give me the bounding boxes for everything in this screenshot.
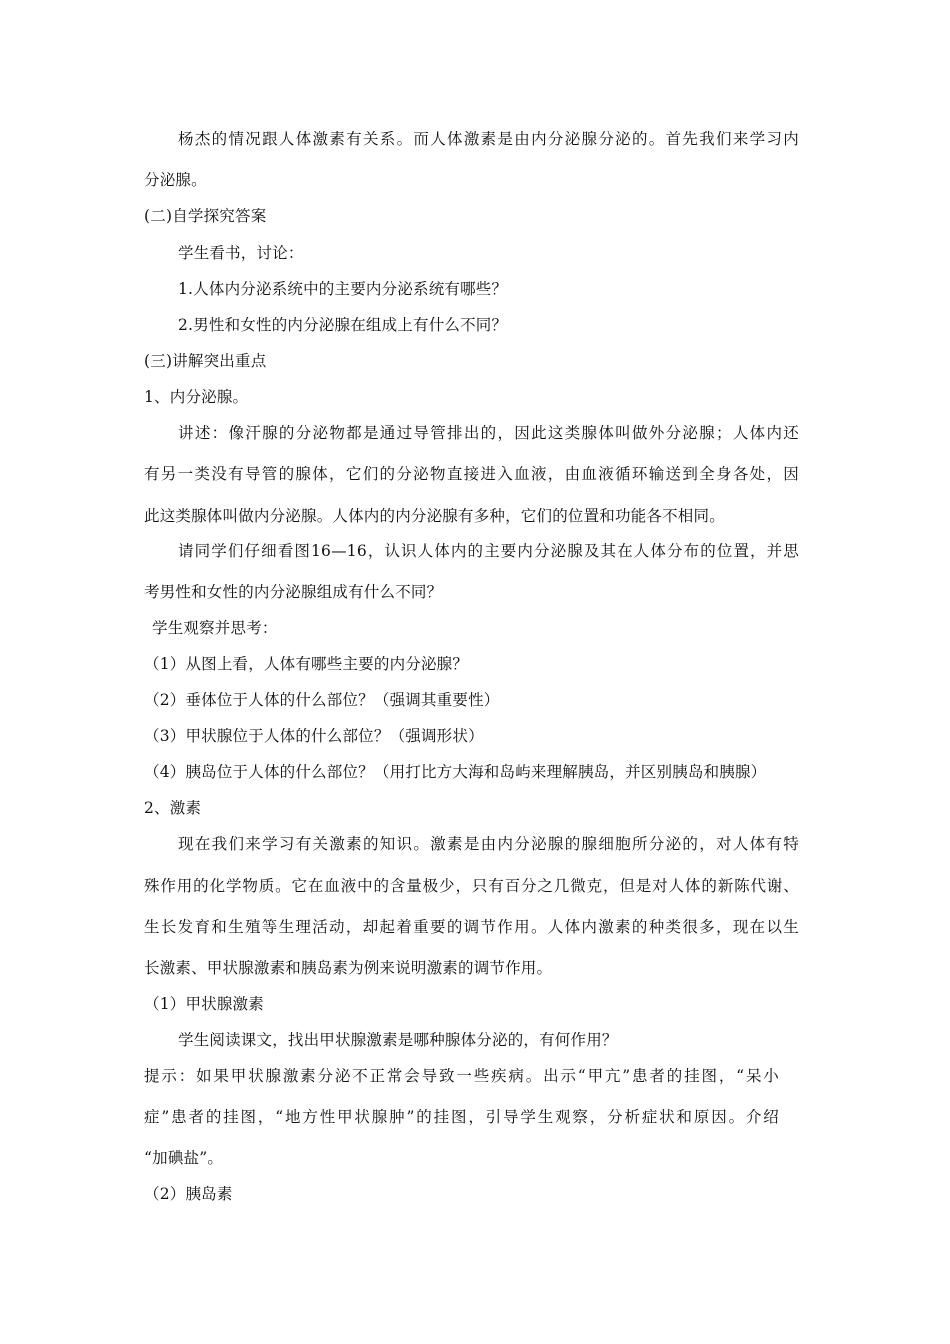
- list-item: （4）胰岛位于人体的什么部位？（用打比方大海和岛屿来理解胰岛，并区别胰岛和胰腺）: [144, 763, 767, 781]
- paragraph-line: 学生观察并思考：: [152, 619, 278, 637]
- paragraph-line: 现在我们来学习有关激素的知识。激素是由内分泌腺的腺细胞所分泌的，对人体有特: [178, 835, 799, 853]
- list-item: 1.人体内分泌系统中的主要内分泌系统有哪些？: [178, 280, 508, 298]
- paragraph-line: 生长发育和生殖等生理活动，却起着重要的调节作用。人体内激素的种类很多，现在以生: [144, 918, 799, 936]
- subsection-heading: （1）甲状腺激素: [144, 995, 264, 1013]
- subsection-heading: 1、内分泌腺。: [144, 388, 249, 406]
- list-item: （2）垂体位于人体的什么部位？（强调其重要性）: [144, 691, 500, 709]
- section-heading: (三)讲解突出重点: [144, 352, 267, 370]
- paragraph-line: 提示：如果甲状腺激素分泌不正常会导致一些疾病。出示“甲亢”患者的挂图，“呆小: [144, 1067, 779, 1085]
- paragraph-line: “加碘盐”。: [144, 1149, 224, 1167]
- list-item: 2.男性和女性的内分泌腺在组成上有什么不同？: [178, 316, 508, 334]
- paragraph-line: 分泌腺。: [144, 171, 207, 189]
- paragraph-line: 讲述：像汗腺的分泌物都是通过导管排出的，因此这类腺体叫做外分泌腺；人体内还: [178, 424, 799, 442]
- list-item: （3）甲状腺位于人体的什么部位？（强调形状）: [144, 727, 484, 745]
- paragraph-line: 杨杰的情况跟人体激素有关系。而人体激素是由内分泌腺分泌的。首先我们来学习内: [178, 130, 799, 148]
- subsection-heading: 2、激素: [144, 799, 202, 817]
- paragraph-line: 此这类腺体叫做内分泌腺。人体内的内分泌腺有多种，它们的位置和功能各不相同。: [144, 507, 725, 525]
- paragraph-line: 症”患者的挂图，“地方性甲状腺肿”的挂图，引导学生观察，分析症状和原因。介绍: [144, 1108, 779, 1126]
- list-item: （1）从图上看，人体有哪些主要的内分泌腺？: [144, 655, 469, 673]
- paragraph-line: 学生看书，讨论：: [178, 244, 304, 262]
- paragraph-line: 考男性和女性的内分泌腺组成有什么不同？: [144, 583, 443, 601]
- paragraph-line: 学生阅读课文，找出甲状腺激素是哪种腺体分泌的，有何作用？: [178, 1031, 618, 1049]
- section-heading: (二)自学探究答案: [144, 207, 267, 225]
- paragraph-line: 请同学们仔细看图16—16，认识人体内的主要内分泌腺及其在人体分布的位置，并思: [178, 542, 799, 560]
- paragraph-line: 有另一类没有导管的腺体，它们的分泌物直接进入血液，由血液循环输送到全身各处，因: [144, 465, 799, 483]
- subsection-heading: （2）胰岛素: [144, 1185, 233, 1203]
- paragraph-line: 殊作用的化学物质。它在血液中的含量极少，只有百分之几微克，但是对人体的新陈代谢、: [144, 877, 799, 895]
- paragraph-line: 长激素、甲状腺激素和胰岛素为例来说明激素的调节作用。: [144, 959, 553, 977]
